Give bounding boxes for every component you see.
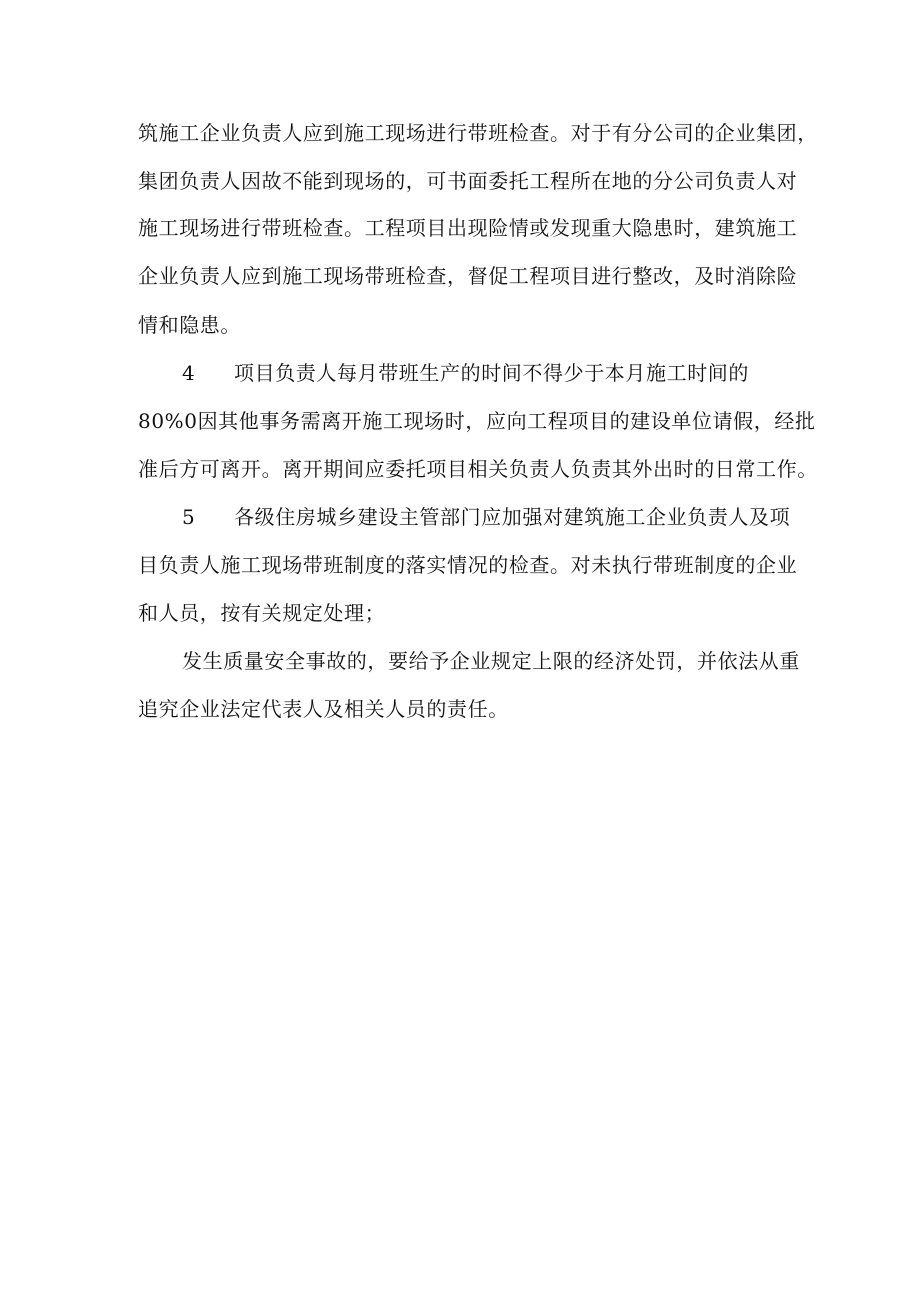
text-line: 发生质量安全事故的，要给予企业规定上限的经济处罚，并依法从重 xyxy=(182,649,800,673)
text-line: 情和隐患。 xyxy=(138,313,241,337)
text-line: 集团负责人因故不能到现场的，可书面委托工程所在地的分公司负责人对 xyxy=(138,169,798,193)
text-line: 80%0因其他事务需离开施工现场时，应向工程项目的建设单位请假，经批 xyxy=(138,409,816,433)
text-line: 准后方可离开。离开期间应委托项目相关负责人负责其外出时的日常工作。 xyxy=(138,457,818,481)
item-number: 5 xyxy=(182,505,196,529)
item-number: 4 xyxy=(182,361,196,385)
text-line: 和人员，按有关规定处理； xyxy=(138,601,386,625)
numbered-line xyxy=(182,502,842,532)
text-line: 企业负责人应到施工现场带班检查，督促工程项目进行整改，及时消除险 xyxy=(138,264,798,288)
text-line: 各级住房城乡建设主管部门应加强对建筑施工企业负责人及项 xyxy=(234,505,791,529)
text-line: 追究企业法定代表人及相关人员的责任。 xyxy=(138,697,509,721)
text-line: 施工现场进行带班检查。工程项目出现险情或发现重大隐患时，建筑施工 xyxy=(138,216,798,240)
text-line: 目负责人施工现场带班制度的落实情况的检查。对未执行带班制度的企业 xyxy=(138,553,798,577)
text-line: 筑施工企业负责人应到施工现场进行带班检查。对于有分公司的企业集团， xyxy=(138,121,818,145)
text-line: 项目负责人每月带班生产的时间不得少于本月施工时间的 xyxy=(234,361,749,385)
numbered-line xyxy=(182,358,842,388)
